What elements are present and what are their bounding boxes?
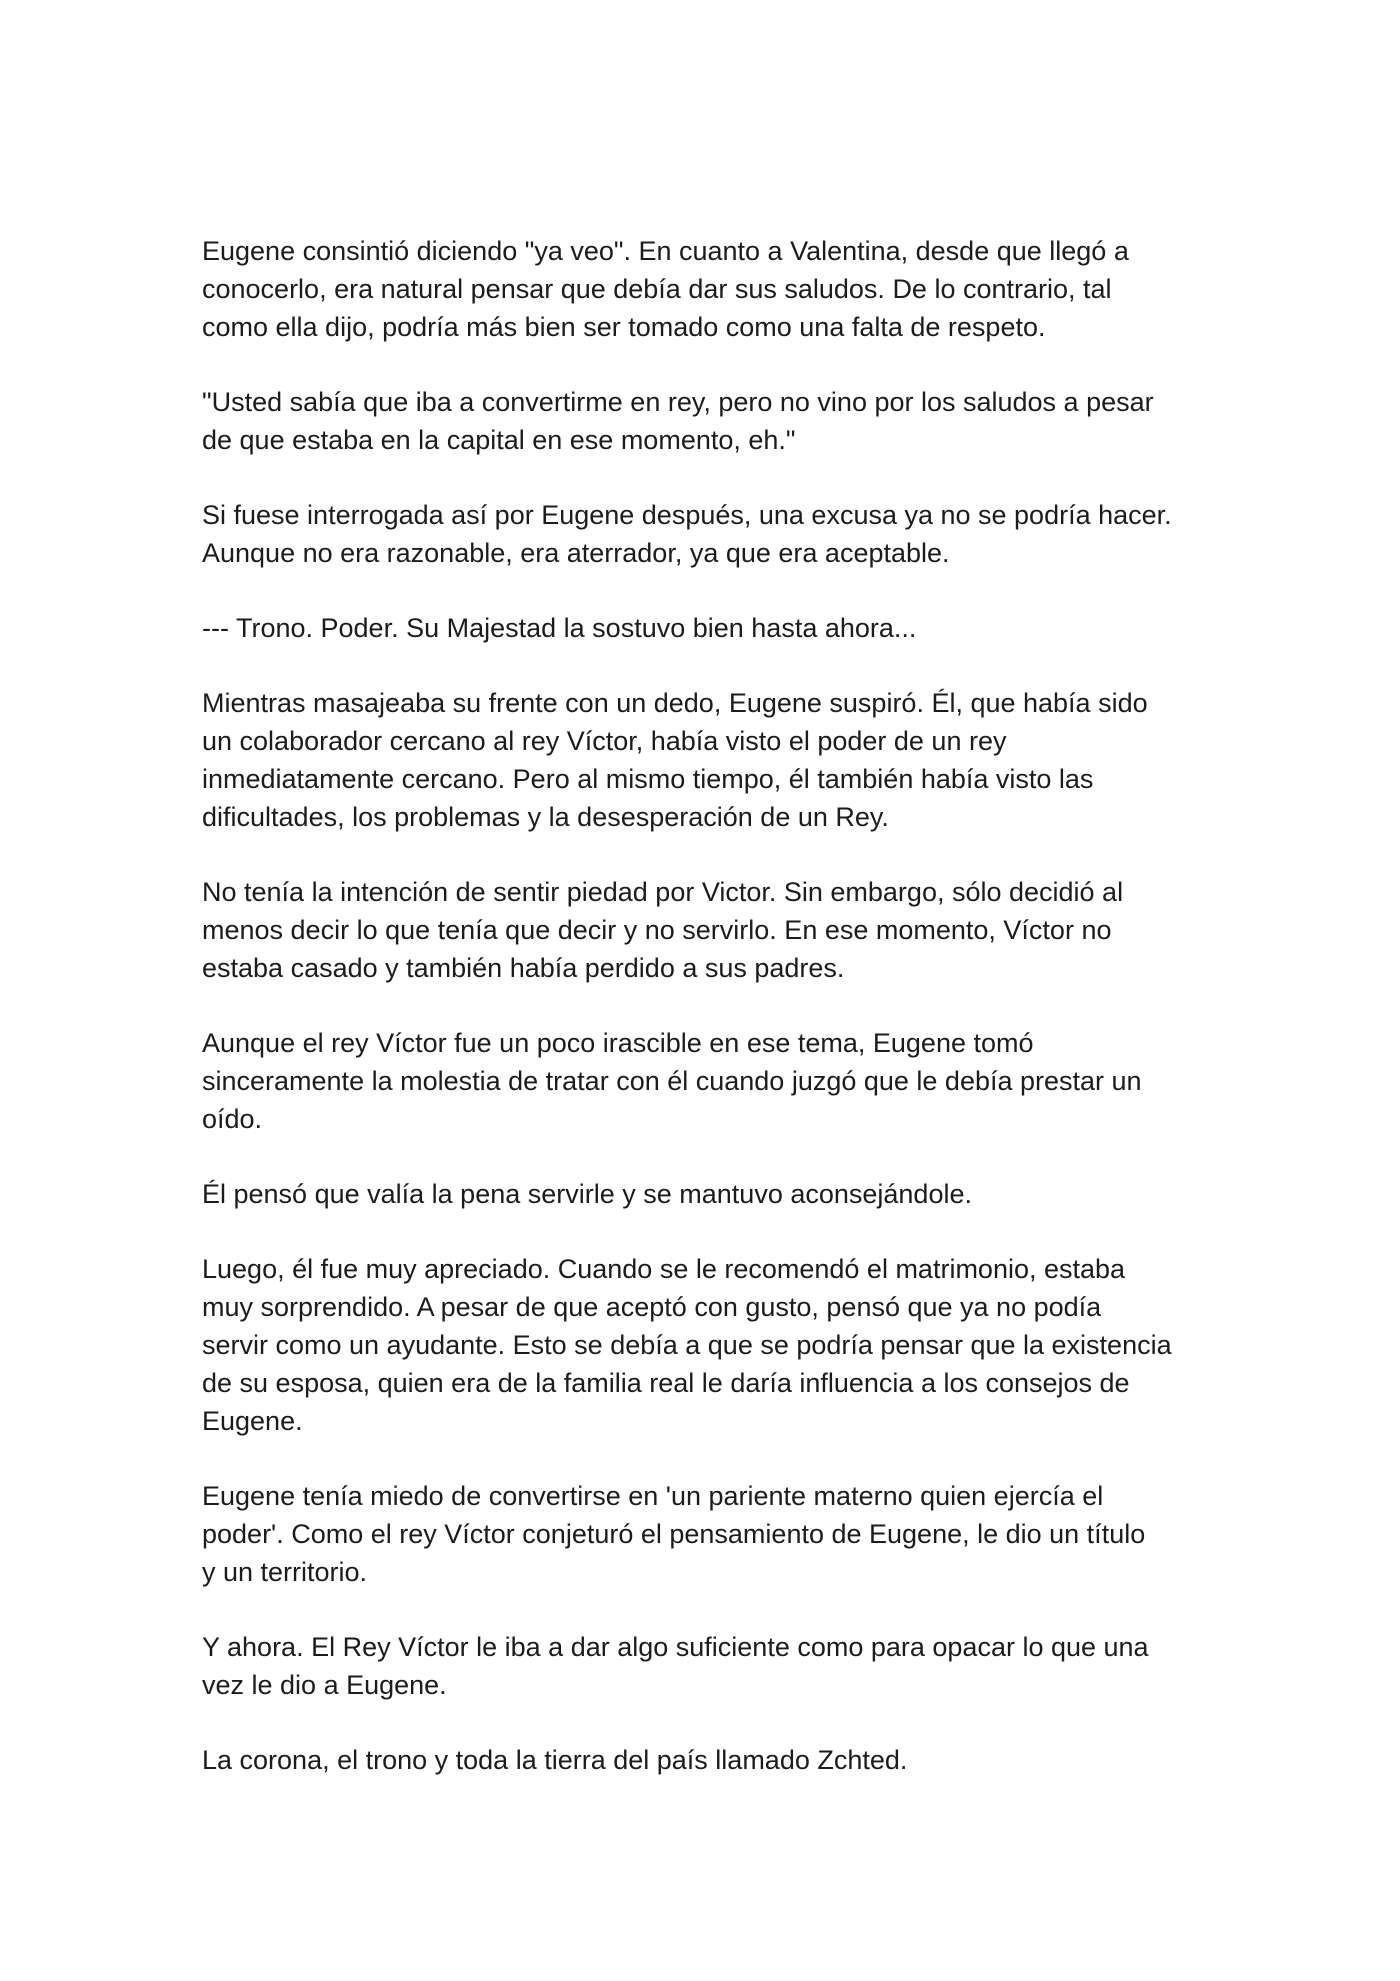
paragraph-11: Y ahora. El Rey Víctor le iba a dar algo suficiente como para opacar lo que una vez le dio a Eugene.: [202, 1632, 1149, 1700]
document-body: [202, 232, 1212, 1816]
paragraph-12: La corona, el trono y toda la tierra del país llamado Zchted.: [202, 1745, 908, 1775]
paragraph-1: Eugene consintió diciendo "ya veo". En cuanto a Valentina, desde que llegó a conocerlo, era natural pensar que debía dar sus saludos. De lo contrario, tal como ella dijo, podría más bien ser tomado como una falta de respeto.: [202, 236, 1129, 342]
paragraph-3: Si fuese interrogada así por Eugene después, una excusa ya no se podría hacer. Aunque no era razonable, era aterrador, ya que era aceptable.: [202, 500, 1172, 568]
paragraph-5: Mientras masajeaba su frente con un dedo, Eugene suspiró. Él, que había sido un colaborador cercano al rey Víctor, había visto el poder de un rey inmediatamente cercano. Pero al mismo tiempo, él también había visto las dificultades, los problemas y la desesperación de un Rey.: [202, 688, 1148, 832]
paragraph-8: Él pensó que valía la pena servirle y se mantuvo aconsejándole.: [202, 1179, 972, 1209]
paragraph-4: --- Trono. Poder. Su Majestad la sostuvo bien hasta ahora...: [202, 613, 917, 643]
paragraph-2: "Usted sabía que iba a convertirme en rey, pero no vino por los saludos a pesar de que estaba en la capital en ese momento, eh.": [202, 387, 1154, 455]
paragraph-7: Aunque el rey Víctor fue un poco irascible en ese tema, Eugene tomó sinceramente la molestia de tratar con él cuando juzgó que le debía prestar un oído.: [202, 1028, 1142, 1134]
paragraph-9: Luego, él fue muy apreciado. Cuando se le recomendó el matrimonio, estaba muy sorprendido. A pesar de que aceptó con gusto, pensó que ya no podía servir como un ayudante. Esto se debía a que se podría pensar que la existencia de su esposa, quien era de la familia real le daría influencia a los consejos de Eugene.: [202, 1254, 1172, 1436]
paragraph-10: Eugene tenía miedo de convertirse en 'un pariente materno quien ejercía el poder'. Como el rey Víctor conjeturó el pensamiento de Eugene, le dio un título y un territorio.: [202, 1481, 1146, 1587]
paragraph-6: No tenía la intención de sentir piedad por Victor. Sin embargo, sólo decidió al menos decir lo que tenía que decir y no servirlo. En ese momento, Víctor no estaba casado y también había perdido a sus padres.: [202, 877, 1124, 983]
